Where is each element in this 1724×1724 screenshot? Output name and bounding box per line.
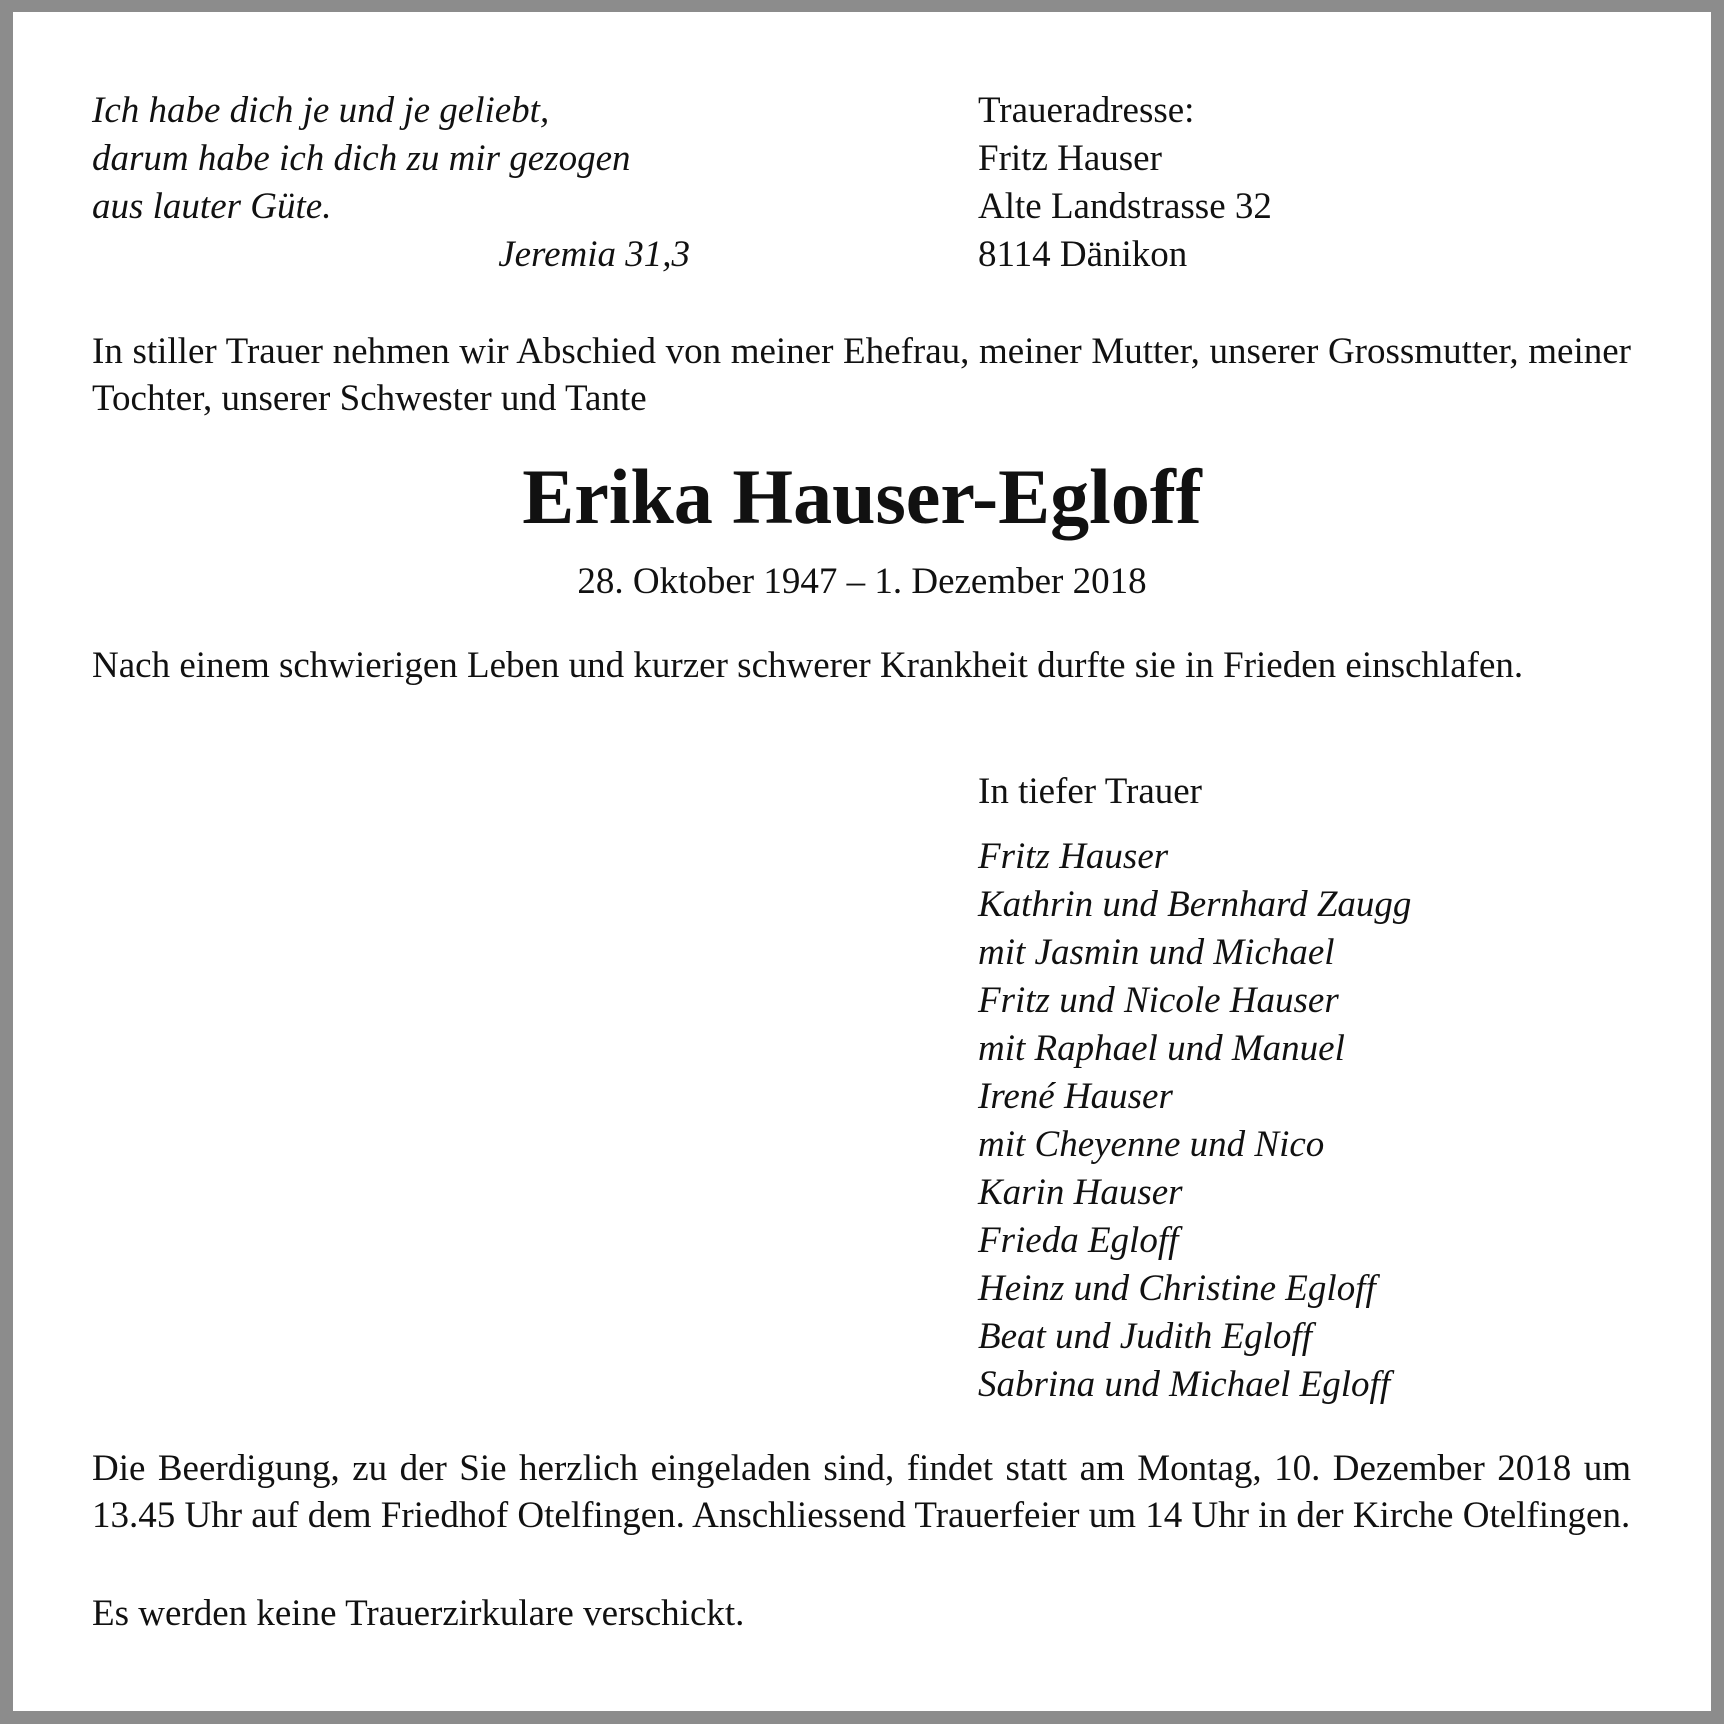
verse-line-1: Ich habe dich je und je geliebt, [92, 90, 550, 131]
list-item: Karin Hauser [978, 1172, 1183, 1213]
list-item: Fritz Hauser [978, 836, 1169, 877]
address-name: Fritz Hauser [978, 138, 1162, 179]
address-street: Alte Landstrasse 32 [978, 186, 1272, 227]
verse-line-3: aus lauter Güte. [92, 186, 332, 227]
bible-verse [92, 87, 690, 279]
list-item: Irené Hauser [978, 1076, 1173, 1117]
verse-reference: Jeremia 31,3 [498, 234, 690, 275]
list-item: Heinz und Christine Egloff [978, 1268, 1376, 1309]
life-dates: 28. Oktober 1947 – 1. Dezember 2018 [577, 561, 1147, 602]
burial-paragraph: Die Beerdigung, zu der Sie herzlich eingeladen sind, findet statt am Montag, 10. Dezember 2018 um 13.45 Uhr auf dem Friedhof Otelfingen. Anschliessend Trauerfeier um 14 Uhr in der Kirche Otelfingen. [92, 1448, 1631, 1536]
verse-line-2: darum habe ich dich zu mir gezogen [92, 138, 631, 179]
list-item: Beat und Judith Egloff [978, 1316, 1312, 1357]
list-item: Kathrin und Bernhard Zaugg [978, 884, 1412, 925]
list-item: Sabrina und Michael Egloff [978, 1364, 1391, 1405]
circular-notice: Es werden keine Trauerzirkulare verschickt. [92, 1593, 745, 1634]
mourners-list [978, 833, 1411, 1409]
mourning-address [978, 87, 1272, 279]
address-city: 8114 Dänikon [978, 234, 1188, 275]
obituary-card [13, 12, 1711, 1711]
address-heading: Traueradresse: [978, 90, 1195, 131]
list-item: mit Jasmin und Michael [978, 932, 1335, 973]
mourning-heading: In tiefer Trauer [978, 771, 1202, 812]
list-item: Fritz und Nicole Hauser [978, 980, 1339, 1021]
intro-paragraph: In stiller Trauer nehmen wir Abschied von meiner Ehefrau, meiner Mutter, unserer Grossmutter, meiner Tochter, unserer Schwester und Tante [92, 331, 1631, 419]
list-item: mit Cheyenne und Nico [978, 1124, 1325, 1165]
passing-sentence: Nach einem schwierigen Leben und kurzer schwerer Krankheit durfte sie in Frieden einschlafen. [92, 645, 1524, 686]
deceased-name: Erika Hauser-Egloff [522, 453, 1202, 540]
list-item: Frieda Egloff [978, 1220, 1179, 1261]
list-item: mit Raphael und Manuel [978, 1028, 1345, 1069]
